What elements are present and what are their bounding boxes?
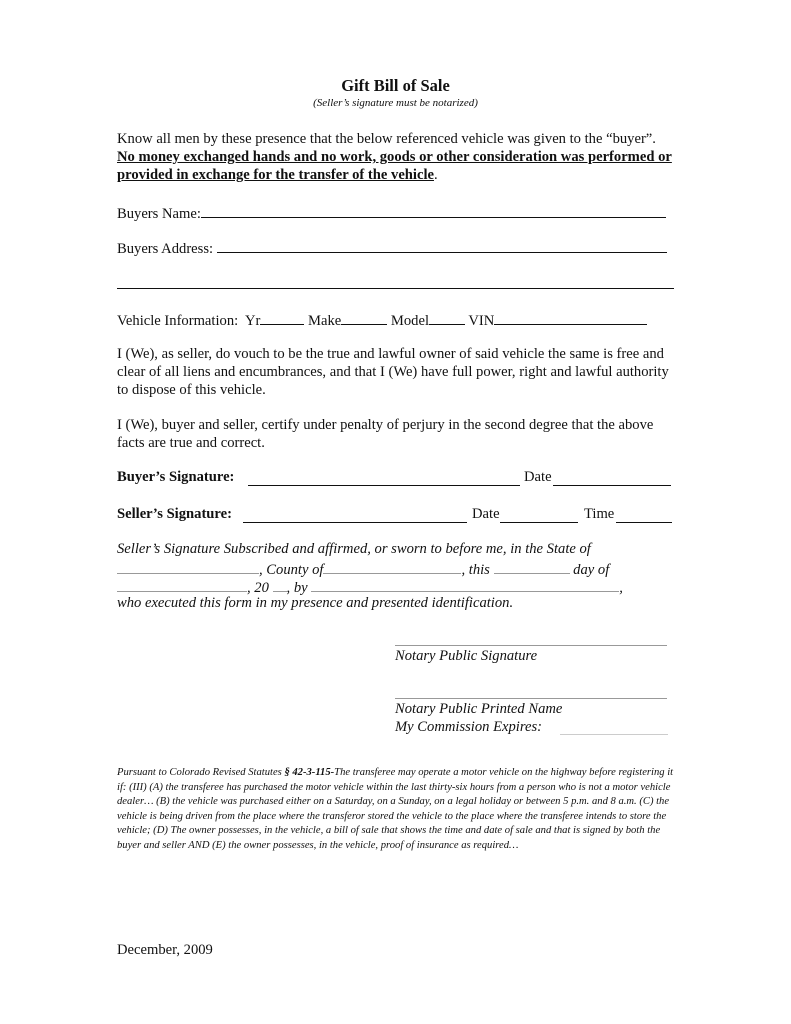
buyers-address-field[interactable] [217,238,667,253]
year-prefix: , 20 [247,580,269,596]
model-label: Model [390,313,429,329]
vin-field[interactable] [494,310,647,325]
day-of-label: day of [573,562,610,578]
statute-reference: § 42-3-115- [284,767,335,778]
vin-label: VIN [468,313,495,329]
by-name-field[interactable] [311,577,619,592]
buyers-address-label: Buyers Address: [117,241,214,257]
buyer-signature-label: Buyer’s Signature: [117,469,235,485]
buyer-signature-field[interactable] [248,485,520,486]
buyer-date-field[interactable] [553,485,671,486]
buyers-address-line-2[interactable] [117,288,674,289]
owner-paragraph: I (We), as seller, do vouch to be the true and lawful owner of said vehicle the same is free and clear of all liens and encumbrances, and that I (We) have full power, right and lawful authority to dispose of this vehicle. [117,346,669,398]
seller-signature-row [117,506,232,523]
seller-date-field[interactable] [500,522,578,523]
vehicle-info-row [117,310,647,330]
month-field[interactable] [117,577,247,592]
seller-time-label: Time [584,506,615,522]
footer-date: December, 2009 [117,942,213,958]
seller-time-field[interactable] [616,522,672,523]
notary-signature-label: Notary Public Signature [395,648,538,664]
this-label: , this [461,562,490,578]
buyers-name-row [117,203,666,223]
commission-expires-label: My Commission Expires: [395,719,542,735]
intro-end: . [433,167,438,183]
model-field[interactable] [429,310,465,325]
document-subtitle: (Seller’s signature must be notarized) [313,97,478,109]
vehicle-info-label: Vehicle Information: [117,313,239,329]
buyers-name-label: Buyers Name: [117,206,201,222]
county-field[interactable] [323,559,461,574]
perjury-paragraph: I (We), buyer and seller, certify under penalty of perjury in the second degree that the above facts are true and correct. [117,417,654,451]
intro-emphasis-text: No money exchanged hands and no work, goods or other consideration was performed or provided in exchange for the transfer of the vehicle [117,149,672,183]
statute-text: The transferee may operate a motor vehicle on the highway before registering it if: (III) (A) the transferee has purchased the motor vehicle within the last thirty-six hours from a person who is not a motor vehicle dealer… (B) the vehicle was purchased either on a Saturday, on a Sunday, on a legal holiday or between 5 p.m. and 8 a.m. (C) the vehicle is being driven from the place where the transferor stored the vehicle to the place where the transferee intends to store the vehicle; (D) The owner possesses, in the vehicle, a bill of sale that shows the time and date of sale and that is signed by both the buyer and seller AND (E) the owner possesses, in the vehicle, proof of insurance as required… [117,767,674,851]
make-label: Make [308,313,342,329]
seller-signature-label: Seller’s Signature: [117,506,232,522]
buyers-address-row [117,238,667,258]
notary-printed-name-label: Notary Public Printed Name [395,701,563,717]
state-field[interactable] [117,559,259,574]
buyer-date-label: Date [524,469,552,485]
line3-comma: , [619,580,623,596]
yr-label: Yr [244,313,261,329]
county-label: , County of [259,562,324,578]
year-field[interactable] [273,577,287,592]
make-field[interactable] [341,310,387,325]
seller-signature-field[interactable] [243,522,467,523]
by-label: , by [286,580,308,596]
statute-prefix: Pursuant to Colorado Revised Statutes [117,767,285,778]
notary-line-1: Seller’s Signature Subscribed and affirmed, or sworn to before me, in the State of [117,541,591,557]
statute-note [117,766,682,854]
document-title: Gift Bill of Sale [341,76,450,95]
intro-text: Know all men by these presence that the below referenced vehicle was given to the “buyer”. [117,131,656,147]
seller-date-label: Date [472,506,500,522]
notary-line-2 [117,559,609,579]
intro-paragraph [117,130,677,184]
buyer-signature-row [117,469,234,486]
notary-signature-field[interactable] [395,645,667,646]
yr-field[interactable] [260,310,304,325]
buyers-name-field[interactable] [201,203,666,218]
notary-line-4: who executed this form in my presence and presented identification. [117,595,514,611]
day-field[interactable] [494,559,570,574]
notary-line-3 [117,577,623,597]
commission-expires-field[interactable] [560,734,668,735]
notary-printed-name-field[interactable] [395,698,667,699]
